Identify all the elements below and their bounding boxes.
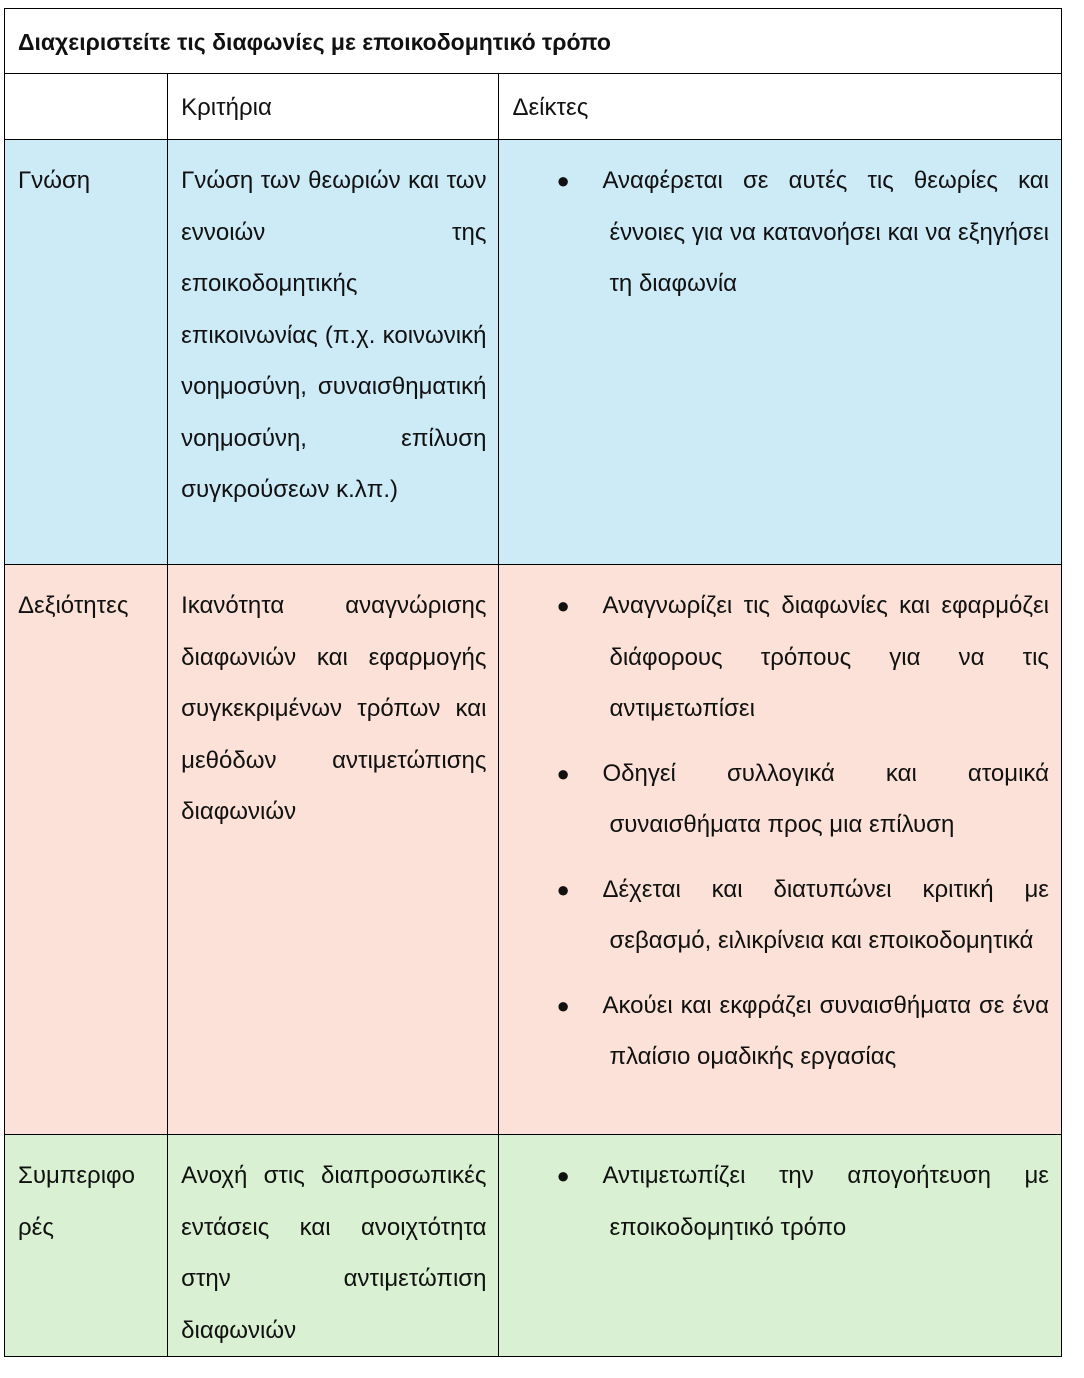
bullet-icon: ● bbox=[556, 1163, 570, 1188]
title-row bbox=[5, 9, 1062, 74]
indicator-list bbox=[512, 155, 1049, 310]
indicator-text: Αναγνωρίζει τις διαφωνίες και εφαρμόζει διάφορους τρόπους για να τις αντιμετωπίσει bbox=[602, 592, 1049, 722]
category-cell: Γνώση bbox=[5, 140, 168, 565]
indicator-text: Δέχεται και διατυπώνει κριτική με σεβασμό, ειλικρίνεια και εποικοδομητικά bbox=[602, 875, 1049, 954]
header-blank bbox=[5, 74, 168, 140]
bullet-icon: ● bbox=[556, 593, 570, 618]
indicator-text: Αντιμετωπίζει την απογοήτευση με εποικοδομητικό τρόπο bbox=[602, 1162, 1049, 1241]
category-cell: Συμπεριφο ρές bbox=[5, 1135, 168, 1357]
criteria-cell: Ικανότητα αναγνώρισης διαφωνιών και εφαρμογής συγκεκριμένων τρόπων και μεθόδων αντιμετώπισης διαφωνιών bbox=[168, 565, 499, 1135]
competency-table bbox=[4, 8, 1062, 1357]
table-row-knowledge bbox=[5, 140, 1062, 565]
header-row bbox=[5, 74, 1062, 140]
bullet-icon: ● bbox=[556, 992, 570, 1018]
indicators-cell bbox=[499, 140, 1062, 565]
indicator-text: Αναφέρεται σε αυτές τις θεωρίες και έννοιες για να κατανοήσει και να εξηγήσει τη διαφωνία bbox=[602, 167, 1049, 297]
indicators-cell bbox=[499, 565, 1062, 1135]
criteria-cell: Γνώση των θεωριών και των εννοιών της εποικοδομητικής επικοινωνίας (π.χ. κοινωνική νοημοσύνη, συναισθηματική νοημοσύνη, επίλυση συγκρούσεων κ.λπ.) bbox=[168, 140, 499, 565]
table-row-behaviours bbox=[5, 1135, 1062, 1357]
indicator-list bbox=[512, 580, 1049, 1083]
bullet-icon: ● bbox=[556, 760, 570, 786]
indicators-cell bbox=[499, 1135, 1062, 1357]
bullet-icon: ● bbox=[556, 876, 570, 902]
table-row-skills bbox=[5, 565, 1062, 1135]
indicator-text: Οδηγεί συλλογικά και ατομικά συναισθήματα προς μια επίλυση bbox=[602, 759, 1049, 838]
indicator-item bbox=[512, 864, 1049, 967]
indicator-item bbox=[512, 580, 1049, 735]
header-criteria: Κριτήρια bbox=[168, 74, 499, 140]
indicator-item bbox=[512, 1150, 1049, 1253]
indicator-item bbox=[512, 748, 1049, 851]
category-cell: Δεξιότητες bbox=[5, 565, 168, 1135]
table-title: Διαχειριστείτε τις διαφωνίες με εποικοδομητικό τρόπο bbox=[5, 9, 1062, 74]
indicator-item bbox=[512, 980, 1049, 1083]
header-indicators: Δείκτες bbox=[499, 74, 1062, 140]
bullet-icon: ● bbox=[556, 168, 570, 193]
competency-table-container bbox=[4, 8, 1062, 1357]
indicator-item bbox=[512, 155, 1049, 310]
indicator-list bbox=[512, 1150, 1049, 1253]
criteria-cell: Ανοχή στις διαπροσωπικές εντάσεις και ανοιχτότητα στην αντιμετώπιση διαφωνιών bbox=[168, 1135, 499, 1357]
indicator-text: Ακούει και εκφράζει συναισθήματα σε ένα πλαίσιο ομαδικής εργασίας bbox=[602, 991, 1049, 1070]
